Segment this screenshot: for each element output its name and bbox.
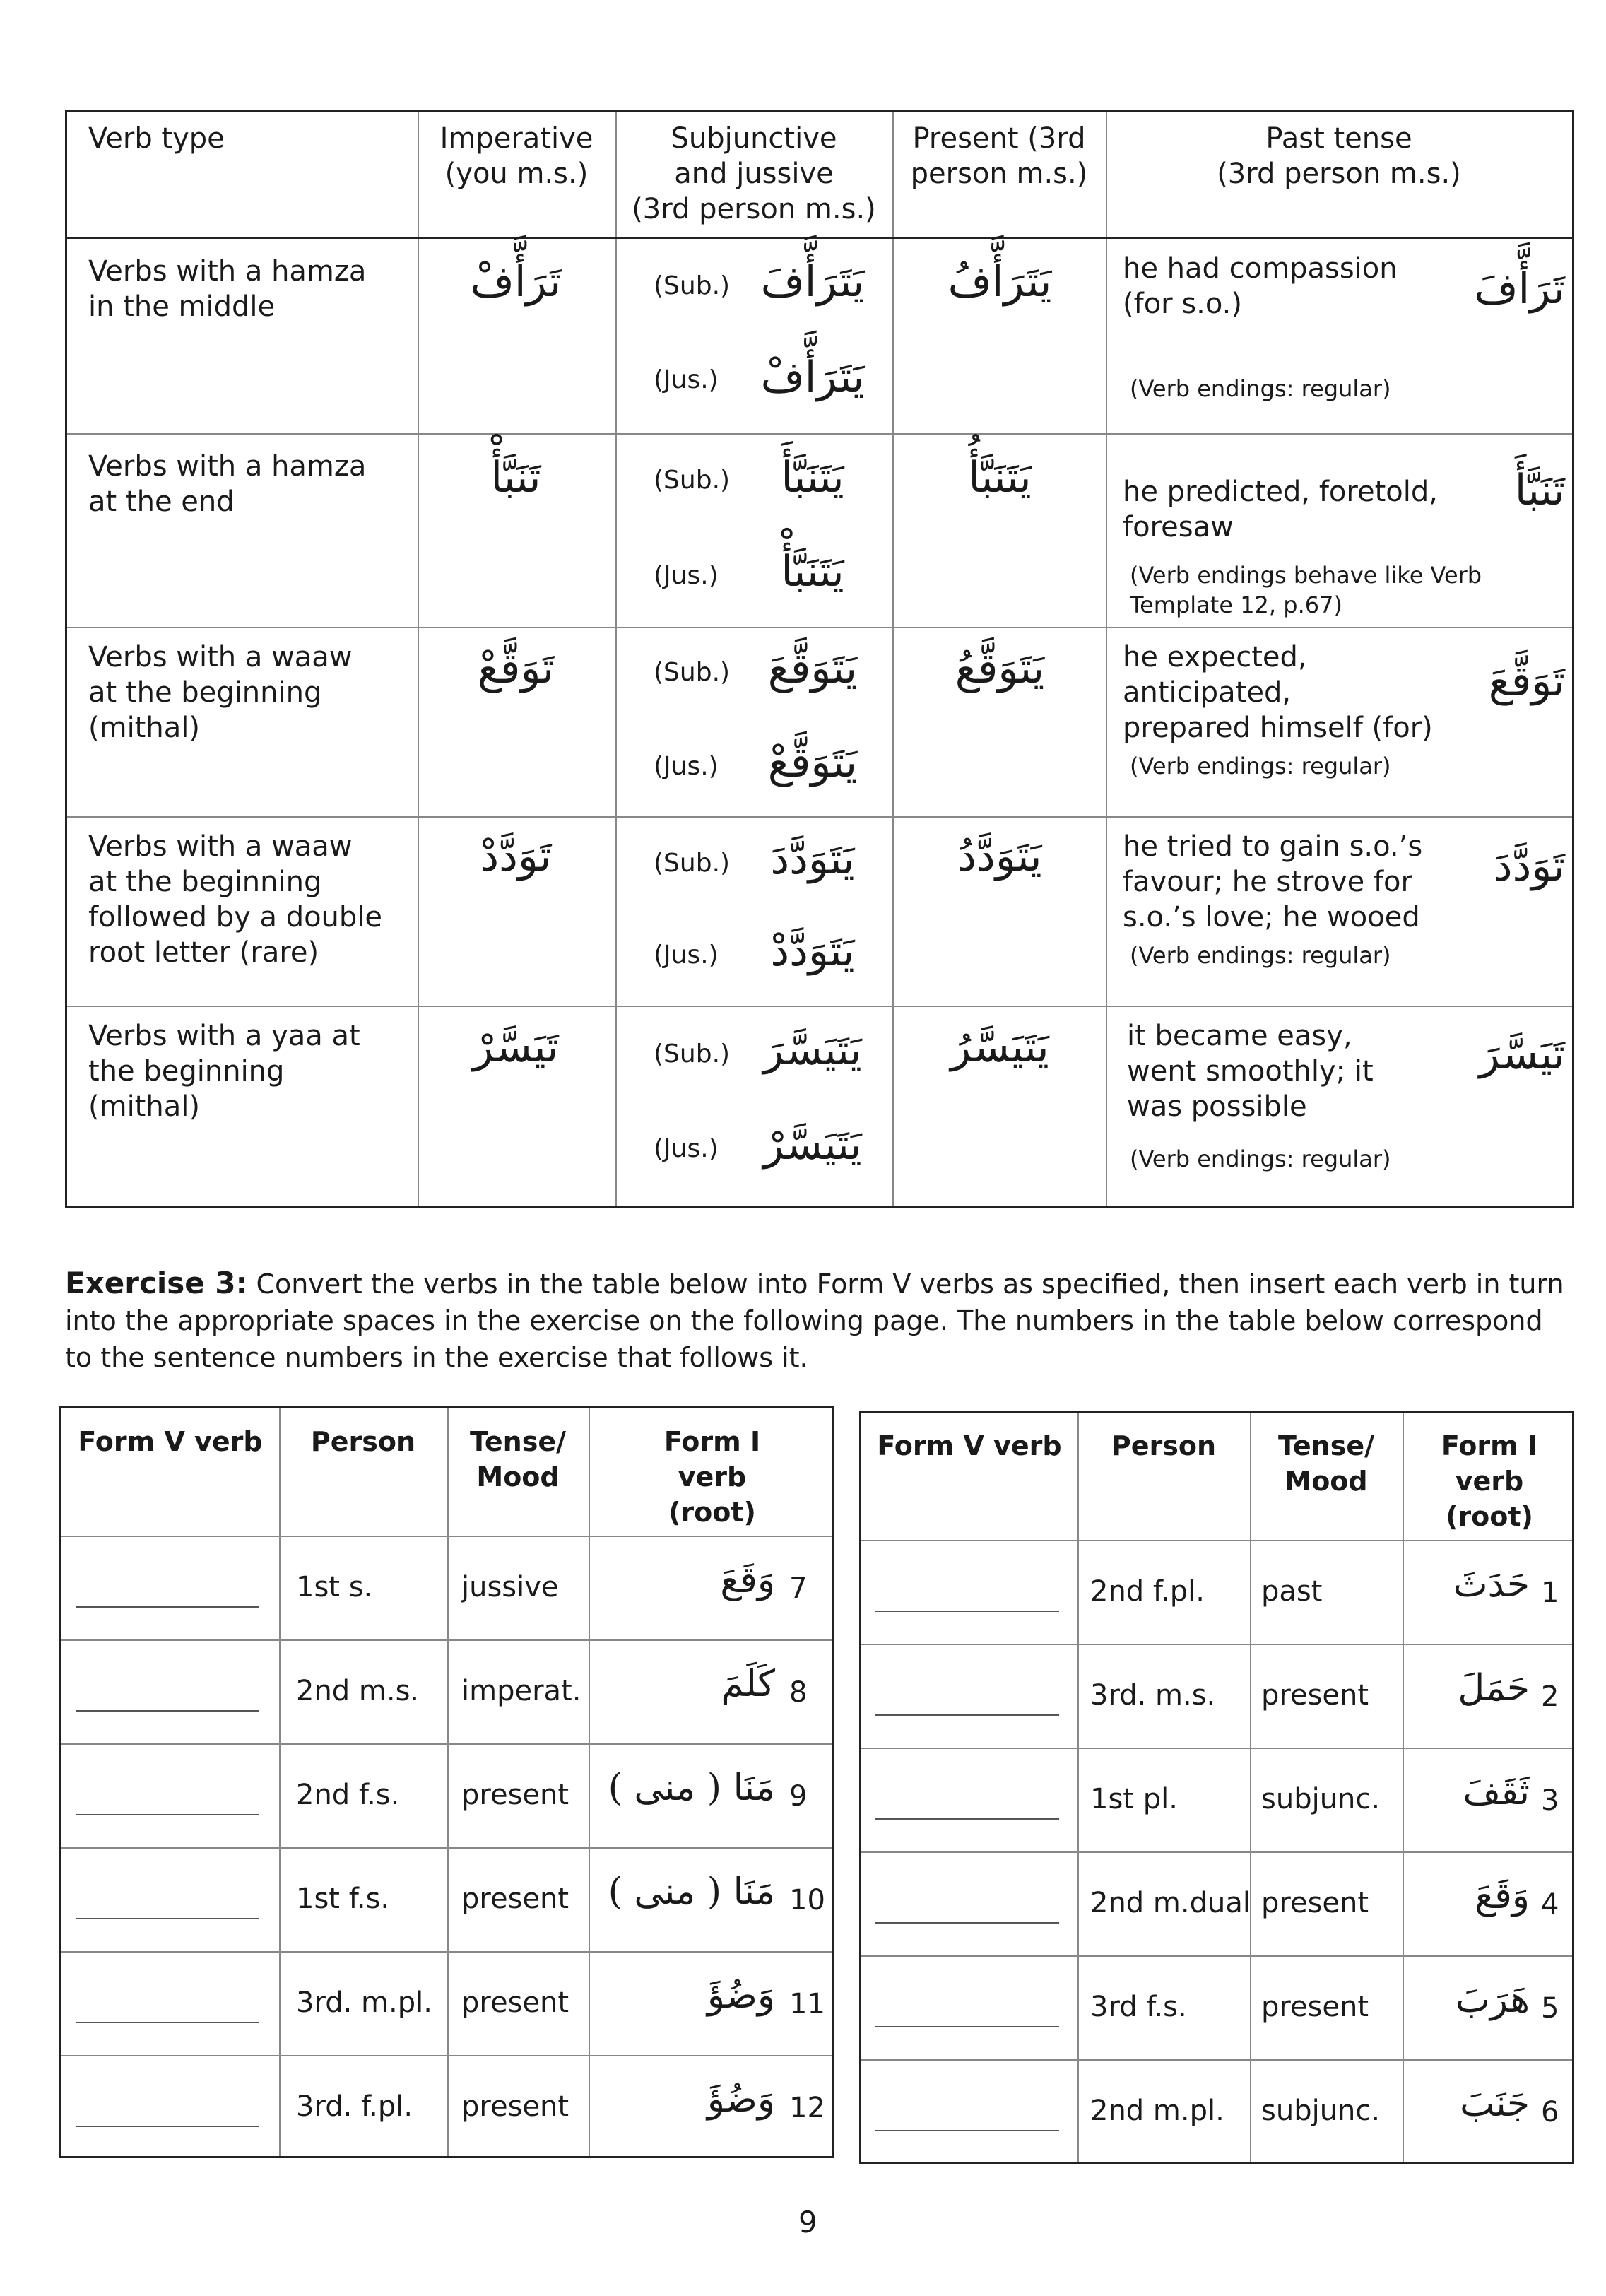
row3-imperative: تَوَقَّعْ bbox=[477, 644, 555, 693]
row1-verb-type: Verbs with a hamza in the middle bbox=[88, 255, 367, 323]
right-header-tense: Tense/ Mood bbox=[1278, 1430, 1374, 1497]
left-row4-answer-blank[interactable] bbox=[76, 1918, 259, 1919]
right-row5-answer-blank[interactable] bbox=[875, 2026, 1059, 2027]
left-row5-root: وَضُؤَ bbox=[707, 1974, 775, 2017]
row4-subjunctive: يَتَوَدَّدَ bbox=[770, 835, 855, 884]
left-row3-root: مَنَا ( منى ) bbox=[608, 1767, 775, 1809]
row1-subjunctive: يَتَرَأَّفَ bbox=[760, 257, 865, 307]
left-row1-number: 7 bbox=[789, 1572, 808, 1605]
row1-jussive: يَتَرَأَّفْ bbox=[760, 353, 865, 402]
row4-jussive: يَتَوَدَّدْ bbox=[770, 926, 855, 976]
right-row2-number: 2 bbox=[1541, 1680, 1559, 1713]
right-row2-answer-blank[interactable] bbox=[875, 1714, 1059, 1716]
left-row6-number: 12 bbox=[789, 2092, 825, 2124]
right-header-root: Form I verb (root) bbox=[1441, 1430, 1538, 1532]
row3-verb-type: Verbs with a waaw at the beginning (mithal) bbox=[88, 641, 353, 744]
row5-imperative: تَيَسَّرْ bbox=[473, 1023, 559, 1072]
left-header-tense: Tense/ Mood bbox=[470, 1426, 566, 1493]
row3-past-arabic: تَوَقَّعَ bbox=[1488, 657, 1565, 706]
right-row6-number: 6 bbox=[1541, 2096, 1559, 2129]
row5-past-meaning: it became easy, went smoothly; it was possible bbox=[1127, 1020, 1374, 1123]
row4-jus-label: (Jus.) bbox=[654, 941, 719, 970]
row1-past-arabic: تَرَأَّفَ bbox=[1474, 264, 1565, 314]
page-number: 9 bbox=[798, 2205, 817, 2239]
header-verb-type: Verb type bbox=[88, 122, 225, 155]
right-row3-answer-blank[interactable] bbox=[875, 1818, 1059, 1820]
row5-jussive: يَتَيَسَّرْ bbox=[763, 1120, 862, 1170]
left-row4-person: 1st f.s. bbox=[296, 1883, 390, 1915]
right-row1-mood: past bbox=[1261, 1575, 1323, 1608]
left-row2-number: 8 bbox=[789, 1676, 808, 1709]
right-row6-root: جَنَبَ bbox=[1460, 2083, 1530, 2125]
header-past: Past tense (3rd person m.s.) bbox=[1217, 122, 1461, 190]
left-header-root: Form I verb (root) bbox=[663, 1426, 761, 1528]
left-row2-mood: imperat. bbox=[461, 1675, 581, 1707]
right-row5-person: 3rd f.s. bbox=[1090, 1991, 1187, 2023]
row4-sub-label: (Sub.) bbox=[654, 849, 731, 878]
row3-jussive: يَتَوَقَّعْ bbox=[767, 738, 858, 787]
row1-present: يَتَرَأَّفُ bbox=[947, 257, 1052, 307]
right-row1-answer-blank[interactable] bbox=[875, 1611, 1059, 1612]
row2-subjunctive: يَتَنَبَّأَ bbox=[781, 453, 844, 502]
row5-verb-type: Verbs with a yaa at the beginning (mithal) bbox=[88, 1020, 360, 1123]
header-present: Present (3rd person m.s.) bbox=[910, 122, 1088, 190]
row4-past-arabic: تَوَدَّدَ bbox=[1493, 842, 1565, 891]
row5-jus-label: (Jus.) bbox=[654, 1134, 719, 1163]
exercise-title: Exercise 3: bbox=[65, 1266, 248, 1300]
row5-past-arabic: تَيَسَّرَ bbox=[1479, 1030, 1565, 1079]
right-row6-mood: subjunc. bbox=[1261, 2095, 1381, 2127]
row3-past-meaning: he expected, anticipated, prepared himself (for) bbox=[1123, 641, 1433, 744]
right-header-person: Person bbox=[1111, 1430, 1217, 1461]
right-row3-mood: subjunc. bbox=[1261, 1783, 1381, 1815]
left-row1-root: وَقَعَ bbox=[720, 1559, 775, 1601]
right-row2-root: حَمَلَ bbox=[1458, 1667, 1530, 1709]
left-row3-mood: present bbox=[461, 1779, 569, 1811]
left-row1-mood: jussive bbox=[461, 1571, 559, 1603]
left-row6-root: وَضُؤَ bbox=[707, 2078, 775, 2121]
right-row2-person: 3rd. m.s. bbox=[1090, 1679, 1216, 1712]
right-row3-number: 3 bbox=[1541, 1784, 1559, 1817]
right-header-form-v: Form V verb bbox=[877, 1430, 1062, 1461]
row4-past-note: (Verb endings: regular) bbox=[1130, 942, 1391, 969]
left-row6-answer-blank[interactable] bbox=[76, 2126, 259, 2127]
left-row4-root: مَنَا ( منى ) bbox=[608, 1871, 775, 1913]
left-row6-mood: present bbox=[461, 2090, 569, 2123]
exercise-body: Convert the verbs in the table below into Form V verbs as specified, then insert each verb in turn into the appropriate spaces in the exercise on the following page. The numbers in the table below correspond to the sentence numbers in the exercise that follows it. bbox=[65, 1268, 1564, 1373]
left-row2-root: كَلَمَ bbox=[721, 1663, 775, 1705]
left-row5-number: 11 bbox=[789, 1988, 825, 2020]
row2-past-note: (Verb endings behave like Verb Template 12, p.67) bbox=[1130, 562, 1482, 618]
row4-verb-type: Verbs with a waaw at the beginning followed by a double root letter (rare) bbox=[88, 830, 383, 969]
row2-present: يَتَنَبَّأُ bbox=[968, 453, 1032, 502]
row2-past-arabic: تَنَبَّأَ bbox=[1514, 466, 1565, 515]
row1-past-meaning: he had compassion (for s.o.) bbox=[1123, 252, 1398, 320]
left-row5-mood: present bbox=[461, 1986, 569, 2019]
right-row3-root: ثَقَفَ bbox=[1463, 1771, 1530, 1813]
left-header-form-v: Form V verb bbox=[78, 1426, 263, 1457]
right-row3-person: 1st pl. bbox=[1090, 1783, 1178, 1815]
right-row4-mood: present bbox=[1261, 1887, 1369, 1919]
header-imperative: Imperative (you m.s.) bbox=[439, 122, 594, 190]
left-row5-person: 3rd. m.pl. bbox=[296, 1986, 432, 2019]
exercise-table-right bbox=[859, 1411, 1574, 2164]
right-row1-number: 1 bbox=[1541, 1577, 1559, 1609]
right-row4-root: وَقَعَ bbox=[1475, 1875, 1530, 1917]
row1-sub-label: (Sub.) bbox=[654, 271, 731, 300]
right-row4-person: 2nd m.dual bbox=[1090, 1887, 1251, 1919]
left-row1-answer-blank[interactable] bbox=[76, 1606, 259, 1608]
left-row1-person: 1st s. bbox=[296, 1571, 373, 1603]
row3-jus-label: (Jus.) bbox=[654, 752, 719, 781]
row5-subjunctive: يَتَيَسَّرَ bbox=[763, 1025, 862, 1075]
right-row5-number: 5 bbox=[1541, 1992, 1559, 2025]
row4-imperative: تَوَدَّدْ bbox=[480, 832, 552, 881]
row2-past-meaning: he predicted, foretold, foresaw bbox=[1123, 476, 1438, 543]
exercise-table-left bbox=[59, 1406, 834, 2158]
left-row3-number: 9 bbox=[789, 1780, 808, 1813]
right-row4-answer-blank[interactable] bbox=[875, 1922, 1059, 1924]
right-row5-root: هَرَبَ bbox=[1455, 1979, 1530, 2021]
right-row6-answer-blank[interactable] bbox=[875, 2130, 1059, 2131]
left-row3-answer-blank[interactable] bbox=[76, 1814, 259, 1815]
row3-present: يَتَوَقَّعُ bbox=[955, 644, 1045, 693]
left-row4-mood: present bbox=[461, 1883, 569, 1915]
row2-jussive: يَتَنَبَّأْ bbox=[781, 547, 844, 596]
row2-jus-label: (Jus.) bbox=[654, 561, 719, 590]
right-row1-person: 2nd f.pl. bbox=[1090, 1575, 1205, 1608]
row2-verb-type: Verbs with a hamza at the end bbox=[88, 450, 367, 518]
left-row2-answer-blank[interactable] bbox=[76, 1710, 259, 1712]
row5-present: يَتَيَسَّرُ bbox=[950, 1023, 1049, 1072]
row3-sub-label: (Sub.) bbox=[654, 658, 731, 687]
row3-past-note: (Verb endings: regular) bbox=[1130, 753, 1391, 779]
right-row4-number: 4 bbox=[1541, 1888, 1559, 1921]
left-row5-answer-blank[interactable] bbox=[76, 2022, 259, 2023]
left-header-person: Person bbox=[310, 1426, 416, 1457]
row2-imperative: تَنَبَّأْ bbox=[490, 453, 541, 502]
right-row1-root: حَدَثَ bbox=[1453, 1563, 1530, 1606]
right-row5-mood: present bbox=[1261, 1991, 1369, 2023]
exercise-instructions bbox=[65, 1265, 1577, 1376]
left-row2-person: 2nd m.s. bbox=[296, 1675, 420, 1707]
row1-imperative: تَرَأَّفْ bbox=[470, 257, 562, 307]
row1-past-note: (Verb endings: regular) bbox=[1130, 375, 1391, 402]
left-row6-person: 3rd. f.pl. bbox=[296, 2090, 413, 2123]
verb-table bbox=[65, 110, 1574, 1208]
row1-jus-label: (Jus.) bbox=[654, 365, 719, 394]
right-row6-person: 2nd m.pl. bbox=[1090, 2095, 1224, 2127]
left-row3-person: 2nd f.s. bbox=[296, 1779, 400, 1811]
row5-past-note: (Verb endings: regular) bbox=[1130, 1146, 1391, 1172]
right-row2-mood: present bbox=[1261, 1679, 1369, 1712]
left-row4-number: 10 bbox=[789, 1884, 825, 1917]
row2-sub-label: (Sub.) bbox=[654, 466, 731, 495]
row5-sub-label: (Sub.) bbox=[654, 1040, 731, 1068]
row4-past-meaning: he tried to gain s.o.’s favour; he strove for s.o.’s love; he wooed bbox=[1123, 830, 1423, 934]
row4-present: يَتَوَدَّدُ bbox=[957, 832, 1042, 881]
row3-subjunctive: يَتَوَقَّعَ bbox=[767, 644, 858, 693]
header-subjunctive-jussive: Subjunctive and jussive (3rd person m.s.) bbox=[632, 122, 876, 225]
